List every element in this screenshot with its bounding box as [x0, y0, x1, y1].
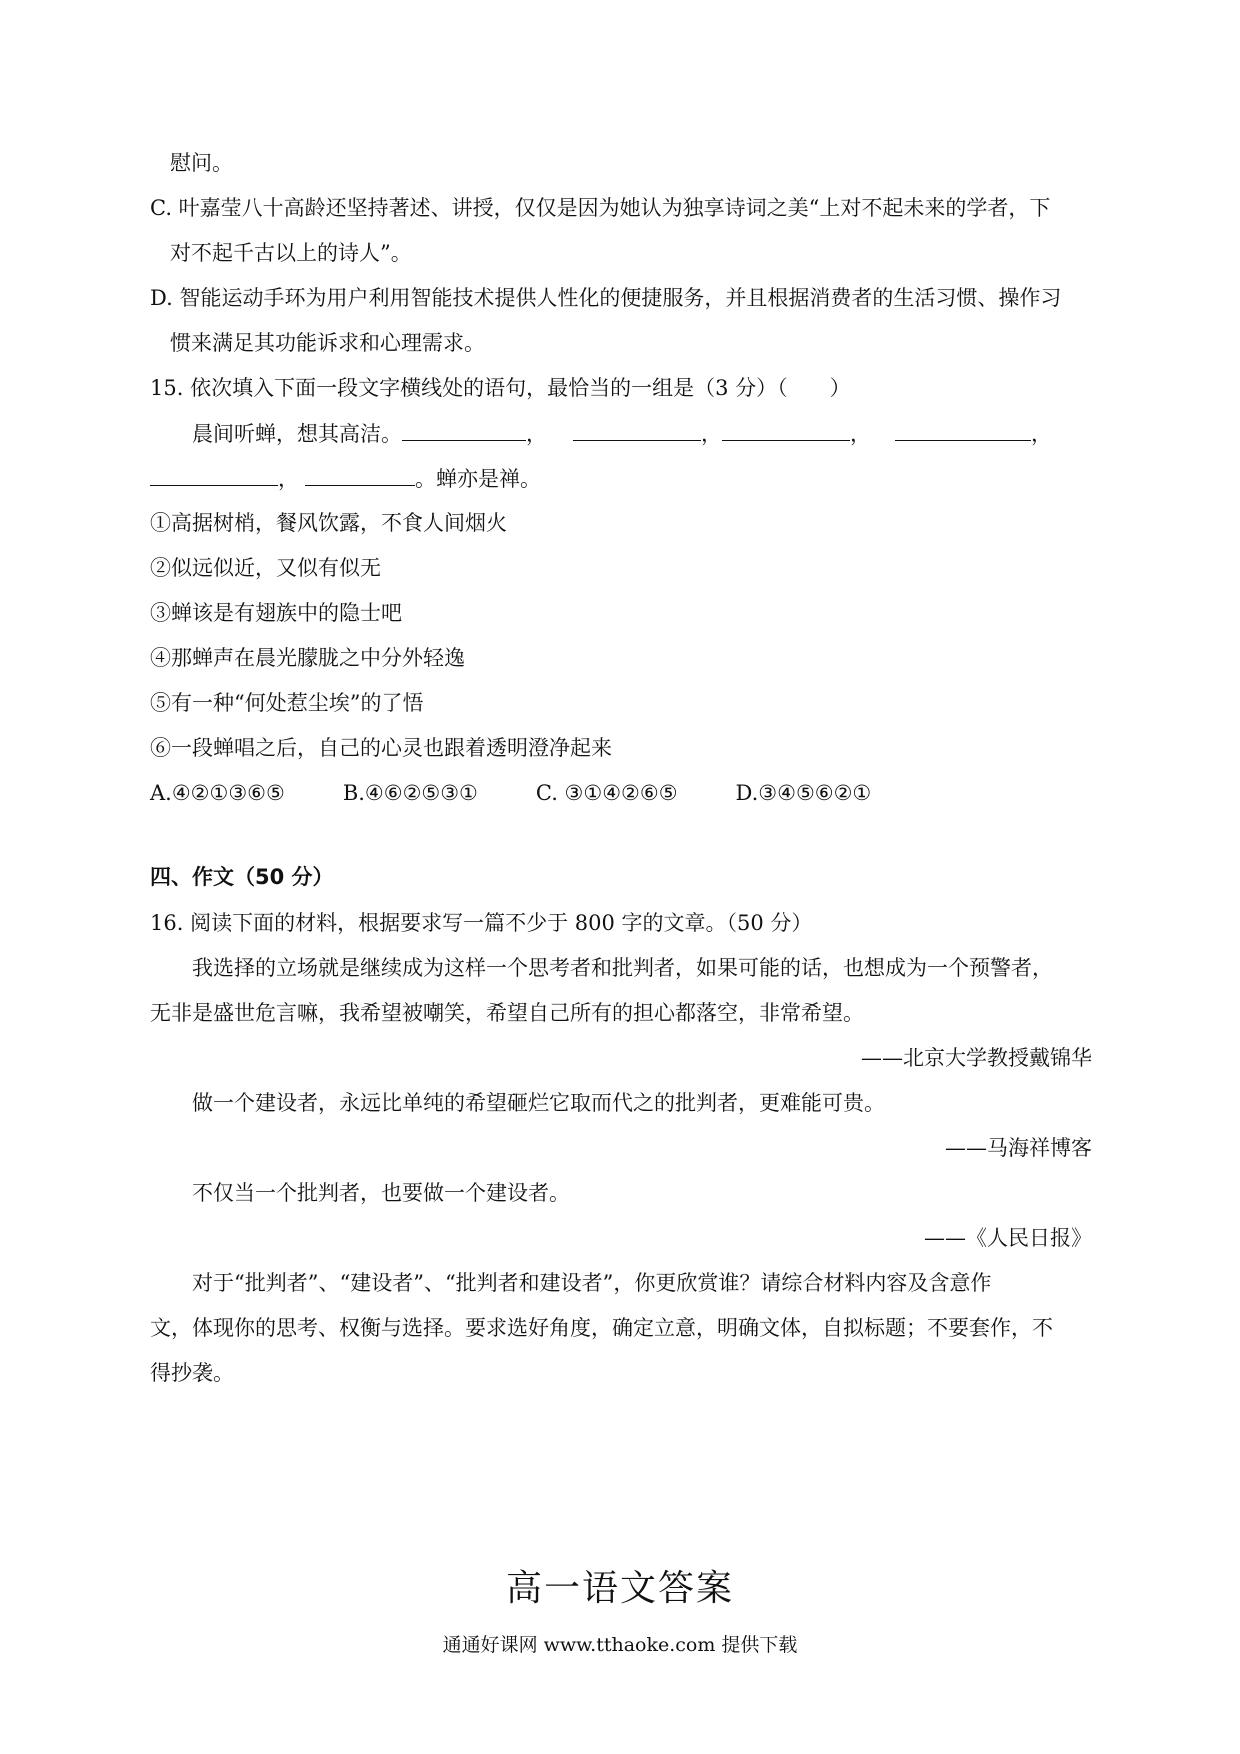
material-1: 我选择的立场就是继续成为这样一个思考者和批判者，如果可能的话，也想成为一个预警者，: [192, 956, 1053, 980]
choice-c: C. ③①④②⑥⑤: [535, 781, 678, 805]
fill-in-line-2: [150, 463, 541, 494]
question-15: 15. 依次填入下面一段文字横线处的语句，最恰当的一组是（3 分）（ ）: [150, 376, 851, 400]
choice-d: D.③④⑤⑥②①: [735, 781, 872, 805]
passage-start: 晨间听蝉，想其高洁。: [192, 422, 402, 446]
option-c: C. 叶嘉莹八十高龄还坚持著述、讲授，仅仅是因为她认为独享诗词之美“上对不起未来的学者，下: [150, 196, 1051, 220]
blank-5: [150, 463, 278, 486]
sentence-option-3: ③蝉该是有翅族中的隐士吧: [150, 601, 402, 625]
footer: 通通好课网 www.tthaoke.com 提供下载: [442, 1634, 798, 1656]
blank-4: [895, 418, 1031, 441]
sentence-option-5: ⑤有一种“何处惹尘埃”的了悟: [150, 691, 424, 715]
comma: ，: [850, 422, 871, 446]
material-2-source: ——马海祥博客: [945, 1136, 1092, 1160]
requirement-end: 得抄袭。: [150, 1361, 234, 1385]
comma: ，: [1031, 422, 1052, 446]
answer-title: 高一语文答案: [505, 1568, 734, 1609]
blank-2: [573, 418, 701, 441]
sentence-option-2: ②似远似近，又似有似无: [150, 556, 381, 580]
text-line: 慰问。: [170, 151, 233, 175]
comma: ，: [278, 467, 299, 491]
section-heading: 四、作文（50 分）: [150, 865, 334, 889]
answer-choices: [150, 778, 929, 808]
material-3: 不仅当一个批判者，也要做一个建设者。: [192, 1181, 570, 1205]
blank-1: [402, 418, 526, 441]
material-1-source: ——北京大学教授戴锦华: [861, 1046, 1092, 1070]
choice-a: A.④②①③⑥⑤: [150, 781, 285, 805]
sentence-option-1: ①高据树梢，餐风饮露，不食人间烟火: [150, 511, 507, 535]
requirement-cont: 文，体现你的思考、权衡与选择。要求选好角度，确定立意，明确文体，自拟标题；不要套作，不: [150, 1316, 1053, 1340]
passage-end: 。蝉亦是禅。: [415, 467, 541, 491]
sentence-option-6: ⑥一段蝉唱之后，自己的心灵也跟着透明澄净起来: [150, 736, 612, 760]
comma: ，: [701, 422, 722, 446]
question-16: 16. 阅读下面的材料，根据要求写一篇不少于 800 字的文章。（50 分）: [150, 911, 813, 935]
requirement: 对于“批判者”、“建设者”、“批判者和建设者”，你更欣赏谁？请综合材料内容及含意作: [192, 1271, 992, 1295]
blank-3: [722, 418, 850, 441]
material-1-cont: 无非是盛世危言嘛，我希望被嘲笑，希望自己所有的担心都落空，非常希望。: [150, 1001, 864, 1025]
option-d-cont: 惯来满足其功能诉求和心理需求。: [170, 331, 485, 355]
option-d: D. 智能运动手环为用户利用智能技术提供人性化的便捷服务，并且根据消费者的生活习惯、操作习: [150, 286, 1062, 310]
sentence-option-4: ④那蝉声在晨光朦胧之中分外轻逸: [150, 646, 465, 670]
comma: ，: [526, 422, 547, 446]
choice-b: B.④⑥②⑤③①: [342, 781, 478, 805]
option-c-cont: 对不起千古以上的诗人”。: [170, 241, 412, 265]
material-3-source: ——《人民日报》: [924, 1226, 1092, 1250]
blank-6: [305, 463, 415, 486]
material-2: 做一个建设者，永远比单纯的希望砸烂它取而代之的批判者，更难能可贵。: [192, 1091, 885, 1115]
fill-in-line-1: [192, 418, 1052, 449]
